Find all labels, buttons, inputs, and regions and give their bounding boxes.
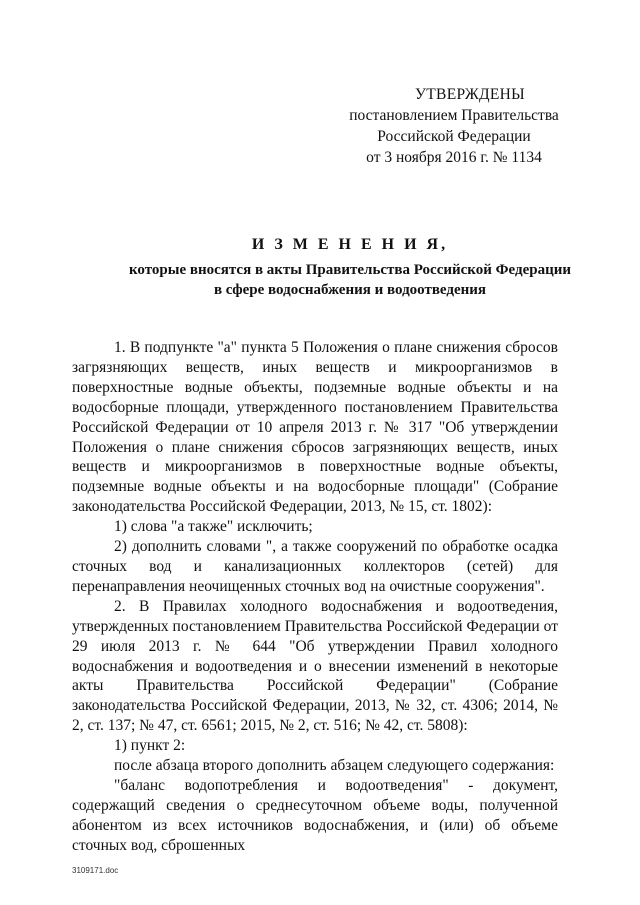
paragraph-6: после абзаца второго дополнить абзацем следующего содержания: xyxy=(114,757,555,775)
approval-date-number: от 3 ноября 2016 г. № 1134 xyxy=(366,149,542,166)
subtitle-line-1: которые вносятся в акты Правительства Российской Федерации xyxy=(128,262,572,278)
approval-title: УТВЕРЖДЕНЫ xyxy=(415,86,525,103)
subtitle-line-2: в сфере водоснабжения и водоотведения xyxy=(213,282,487,298)
approval-block xyxy=(330,84,578,168)
document-title: И З М Е Н Е Н И Я, xyxy=(251,236,449,253)
paragraph-1: 1. В подпункте "а" пункта 5 Положения о плане снижения сбросов загрязняющих веществ, иных веществ и микроорганизмов в поверхностные водные объекты, подземные водные объекты и на водосборные площади, утвержденного постановлением Правительства Российской Федерации от 10 апреля 2013 г. № 317 "Об утверждении Положения о плане снижения сбросов загрязняющих веществ, иных веществ и микроорганизмов в поверхностные водные объекты, подземные водные объекты и на водосборные площади" (Собрание законодательства Российской Федерации, 2013, № 15, ст. 1802): xyxy=(72,339,558,516)
document-subtitle xyxy=(70,260,630,300)
paragraph-3: 2) дополнить словами ", а также сооружений по обработке осадка сточных вод и канализационных коллекторов (сетей) для перенаправления неочищенных сточных вод на очистные сооружения". xyxy=(72,538,558,595)
paragraph-2: 1) слова "а также" исключить; xyxy=(114,518,313,536)
document-file-id: 3109171.doc xyxy=(72,866,119,875)
paragraph-7: "баланс водопотребления и водоотведения" - документ, содержащий сведения о среднесуточном объеме воды, полученной абонентом из всех источников водоснабжения, и (или) об объеме сточных вод, сброшенных xyxy=(72,776,558,854)
approval-line-1: постановлением Правительства xyxy=(349,107,559,124)
approval-line-2: Российской Федерации xyxy=(377,128,531,145)
paragraph-5: 1) пункт 2: xyxy=(114,737,186,755)
document-body xyxy=(72,338,558,856)
paragraph-4: 2. В Правилах холодного водоснабжения и водоотведения, утвержденных постановлением Правительства Российской Федерации от 29 июля 2013 г. № 644 "Об утверждении Правил холодного водоснабжения и водоотведения и о внесении изменений в некоторые акты Правительства Российской Федерации" (Собрание законодательства Российской Федерации, 2013, № 32, ст. 4306; 2014, № 2, ст. 137; № 47, ст. 6561; 2015, № 2, ст. 516; № 42, ст. 5808): xyxy=(72,597,558,735)
